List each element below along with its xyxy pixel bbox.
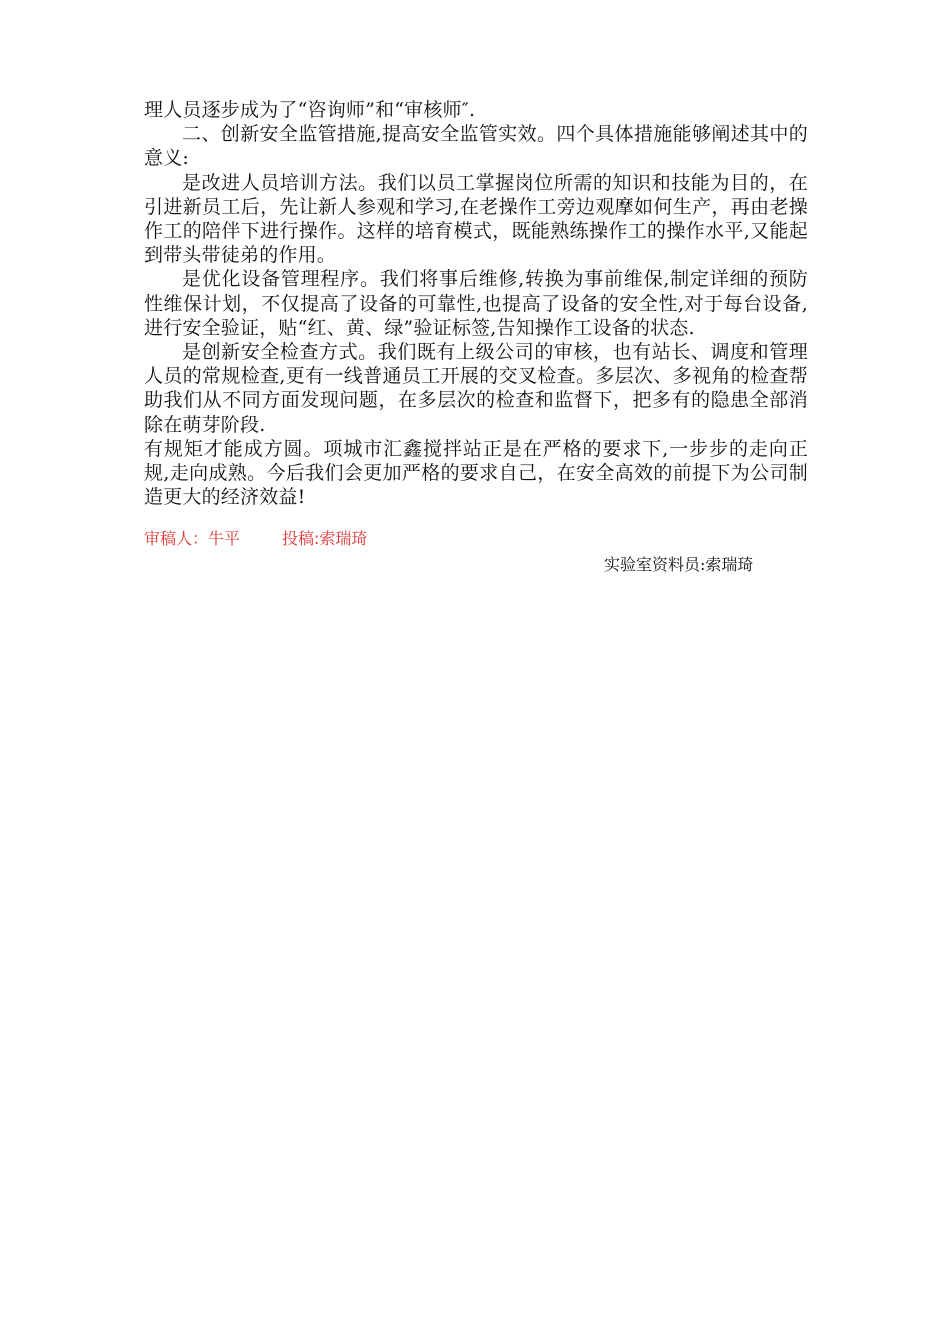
paragraph-equipment-management: 是优化设备管理程序。我们将事后维修,转换为事前维保,制定详细的预防性维保计划，不仅提高了设备的可靠性,也提高了设备的安全性,对于每台设备,进行安全验证，贴“红、黄、绿”验证标签,告知操作工设备的状态.: [144, 268, 808, 339]
contributor-credit: 投稿:索瑞琦: [282, 529, 368, 548]
author-signature: 实验室资料员:索瑞琦: [604, 555, 754, 574]
paragraph-training-method: 是改进人员培训方法。我们以员工掌握岗位所需的知识和技能为目的，在引进新员工后，先让新人参观和学习,在老操作工旁边观摩如何生产，再由老操作工的陪伴下进行操作。这样的培育模式，既能熟练操作工的操作水平,又能起到带头带徒弟的作用。: [144, 171, 808, 267]
credits-line: [144, 527, 367, 551]
paragraph-continuation: 理人员逐步成为了“咨询师”和“审核师″.: [144, 99, 476, 121]
paragraph-conclusion: 有规矩才能成方圆。项城市汇鑫搅拌站正是在严格的要求下,一步步的走向正规,走向成熟。今后我们会更加严格的要求自己，在安全高效的前提下为公司制造更大的经济效益!: [144, 437, 808, 509]
document-body: [144, 98, 808, 509]
reviewer-credit: 审稿人：牛平: [144, 529, 241, 548]
paragraph-safety-inspection: 是创新安全检查方式。我们既有上级公司的审核，也有站长、调度和管理人员的常规检查,更有一线普通员工开展的交叉检查。多层次、多视角的检查帮助我们从不同方面发现问题，在多层次的检查和监督下，把多有的隐患全部消除在萌芽阶段.: [144, 341, 808, 436]
paragraph-section-heading: 二、创新安全监管措施,提高安全监管实效。四个具体措施能够阐述其中的意义:: [144, 123, 808, 170]
